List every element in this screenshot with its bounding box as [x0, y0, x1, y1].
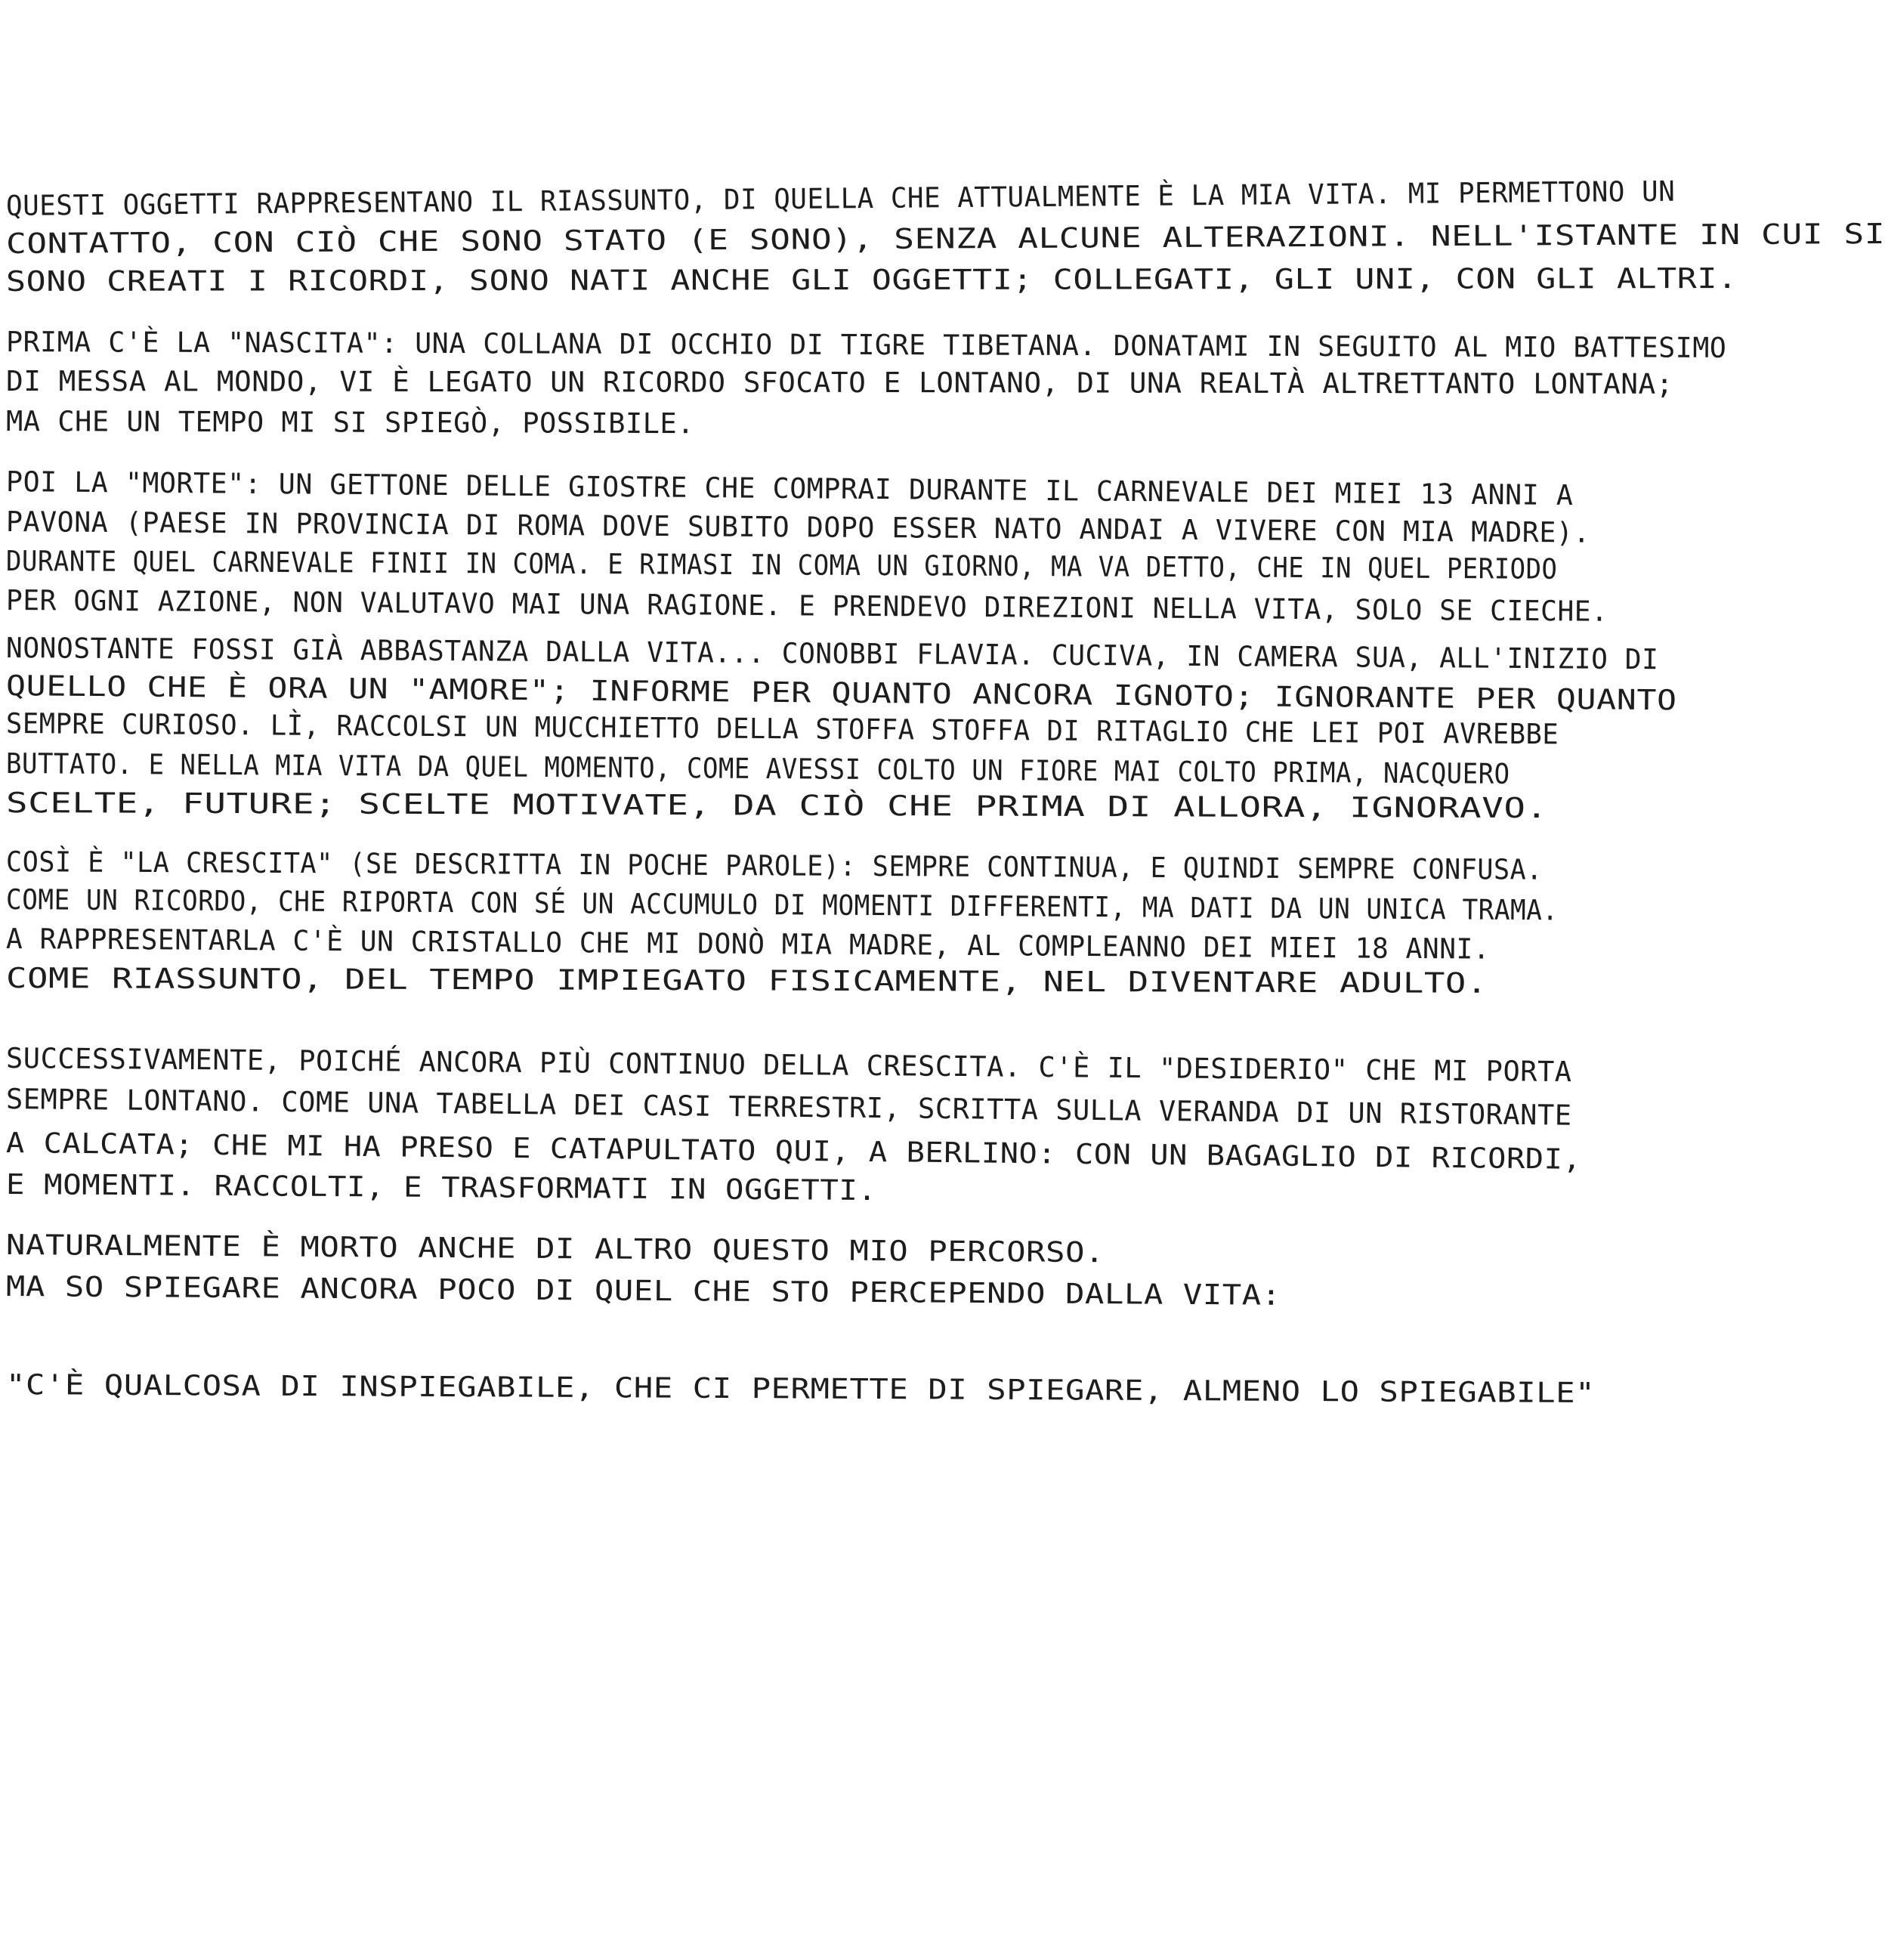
text-line: MA CHE UN TEMPO MI SI SPIEGÒ, POSSIBILE.	[5, 405, 695, 441]
text-line: SCELTE, FUTURE; SCELTE MOTIVATE, DA CIÒ CHE PRIMA DI ALLORA, IGNORAVO.	[5, 787, 1548, 825]
text-line: PER OGNI AZIONE, NON VALUTAVO MAI UNA RAGIONE. E PRENDEVO DIREZIONI NELLA VITA, SOLO SE CIECHE.	[5, 584, 1608, 628]
text-line: E MOMENTI. RACCOLTI, E TRASFORMATI IN OGGETTI.	[5, 1168, 877, 1207]
text-line: NONOSTANTE FOSSI GIÀ ABBASTANZA DALLA VITA... CONOBBI FLAVIA. CUCIVA, IN CAMERA SUA, ALL'INIZIO DI	[5, 632, 1659, 676]
text-line: BUTTATO. E NELLA MIA VITA DA QUEL MOMENTO, COME AVESSI COLTO UN FIORE MAI COLTO PRIMA, NACQUERO	[5, 747, 1510, 790]
text-line: COME UN RICORDO, CHE RIPORTA CON SÉ UN ACCUMULO DI MOMENTI DIFFERENTI, MA DATI DA UN UNICA TRAMA.	[5, 883, 1559, 927]
quote-line: "C'È QUALCOSA DI INSPIEGABILE, CHE CI PERMETTE DI SPIEGARE, ALMENO LO SPIEGABILE"	[5, 1368, 1596, 1410]
text-line: COSÌ È "LA CRESCITA" (SE DESCRITTA IN POCHE PAROLE): SEMPRE CONTINUA, E QUINDI SEMPRE CONFUSA.	[5, 846, 1543, 886]
text-line: DI MESSA AL MONDO, VI È LEGATO UN RICORDO SFOCATO E LONTANO, DI UNA REALTÀ ALTRETTANTO LONTANA;	[5, 365, 1674, 400]
text-line: SONO CREATI I RICORDI, SONO NATI ANCHE GLI OGGETTI; COLLEGATI, GLI UNI, CON GLI ALTRI.	[5, 262, 1738, 298]
text-line: QUELLO CHE È ORA UN "AMORE"; INFORME PER QUANTO ANCORA IGNOTO; IGNORANTE PER QUANTO	[5, 669, 1677, 717]
text-line: QUESTI OGGETTI RAPPRESENTANO IL RIASSUNTO, DI QUELLA CHE ATTUALMENTE È LA MIA VITA. MI PERMETTONO UN	[5, 175, 1676, 222]
text-line: A RAPPRESENTARLA C'È UN CRISTALLO CHE MI DONÒ MIA MADRE, AL COMPLEANNO DEI MIEI 18 ANNI.	[5, 923, 1491, 966]
text-line: SUCCESSIVAMENTE, POICHÉ ANCORA PIÙ CONTINUO DELLA CRESCITA. C'È IL "DESIDERIO" CHE MI PORTA	[5, 1042, 1572, 1089]
text-line: NATURALMENTE È MORTO ANCHE DI ALTRO QUESTO MIO PERCORSO.	[5, 1229, 1105, 1269]
text-line: MA SO SPIEGARE ANCORA POCO DI QUEL CHE STO PERCEPENDO DALLA VITA:	[5, 1270, 1281, 1312]
text-line: POI LA "MORTE": UN GETTONE DELLE GIOSTRE CHE COMPRAI DURANTE IL CARNEVALE DEI MIEI 13 ANNI A	[5, 465, 1574, 512]
text-line: PAVONA (PAESE IN PROVINCIA DI ROMA DOVE SUBITO DOPO ESSER NATO ANDAI A VIVERE CON MIA MADRE).	[5, 505, 1591, 549]
text-line: CONTATTO, CON CIÒ CHE SONO STATO (E SONO), SENZA ALCUNE ALTERAZIONI. NELL'ISTANTE IN CUI SI	[5, 217, 1885, 260]
text-line: DURANTE QUEL CARNEVALE FINII IN COMA. E RIMASI IN COMA UN GIORNO, MA VA DETTO, CHE IN QUEL PERIODO	[5, 545, 1558, 586]
text-line: PRIMA C'È LA "NASCITA": UNA COLLANA DI OCCHIO DI TIGRE TIBETANA. DONATAMI IN SEGUITO AL MIO BATTESIMO	[5, 326, 1727, 364]
text-line: SEMPRE CURIOSO. LÌ, RACCOLSI UN MUCCHIETTO DELLA STOFFA STOFFA DI RITAGLIO CHE LEI POI AVREBBE	[5, 707, 1559, 751]
text-line: SEMPRE LONTANO. COME UNA TABELLA DEI CASI TERRESTRI, SCRITTA SULLA VERANDA DI UN RISTORANTE	[5, 1083, 1572, 1132]
text-line: COME RIASSUNTO, DEL TEMPO IMPIEGATO FISICAMENTE, NEL DIVENTARE ADULTO.	[5, 962, 1488, 1000]
text-line: A CALCATA; CHE MI HA PRESO E CATAPULTATO QUI, A BERLINO: CON UN BAGAGLIO DI RICORDI,	[5, 1127, 1582, 1176]
